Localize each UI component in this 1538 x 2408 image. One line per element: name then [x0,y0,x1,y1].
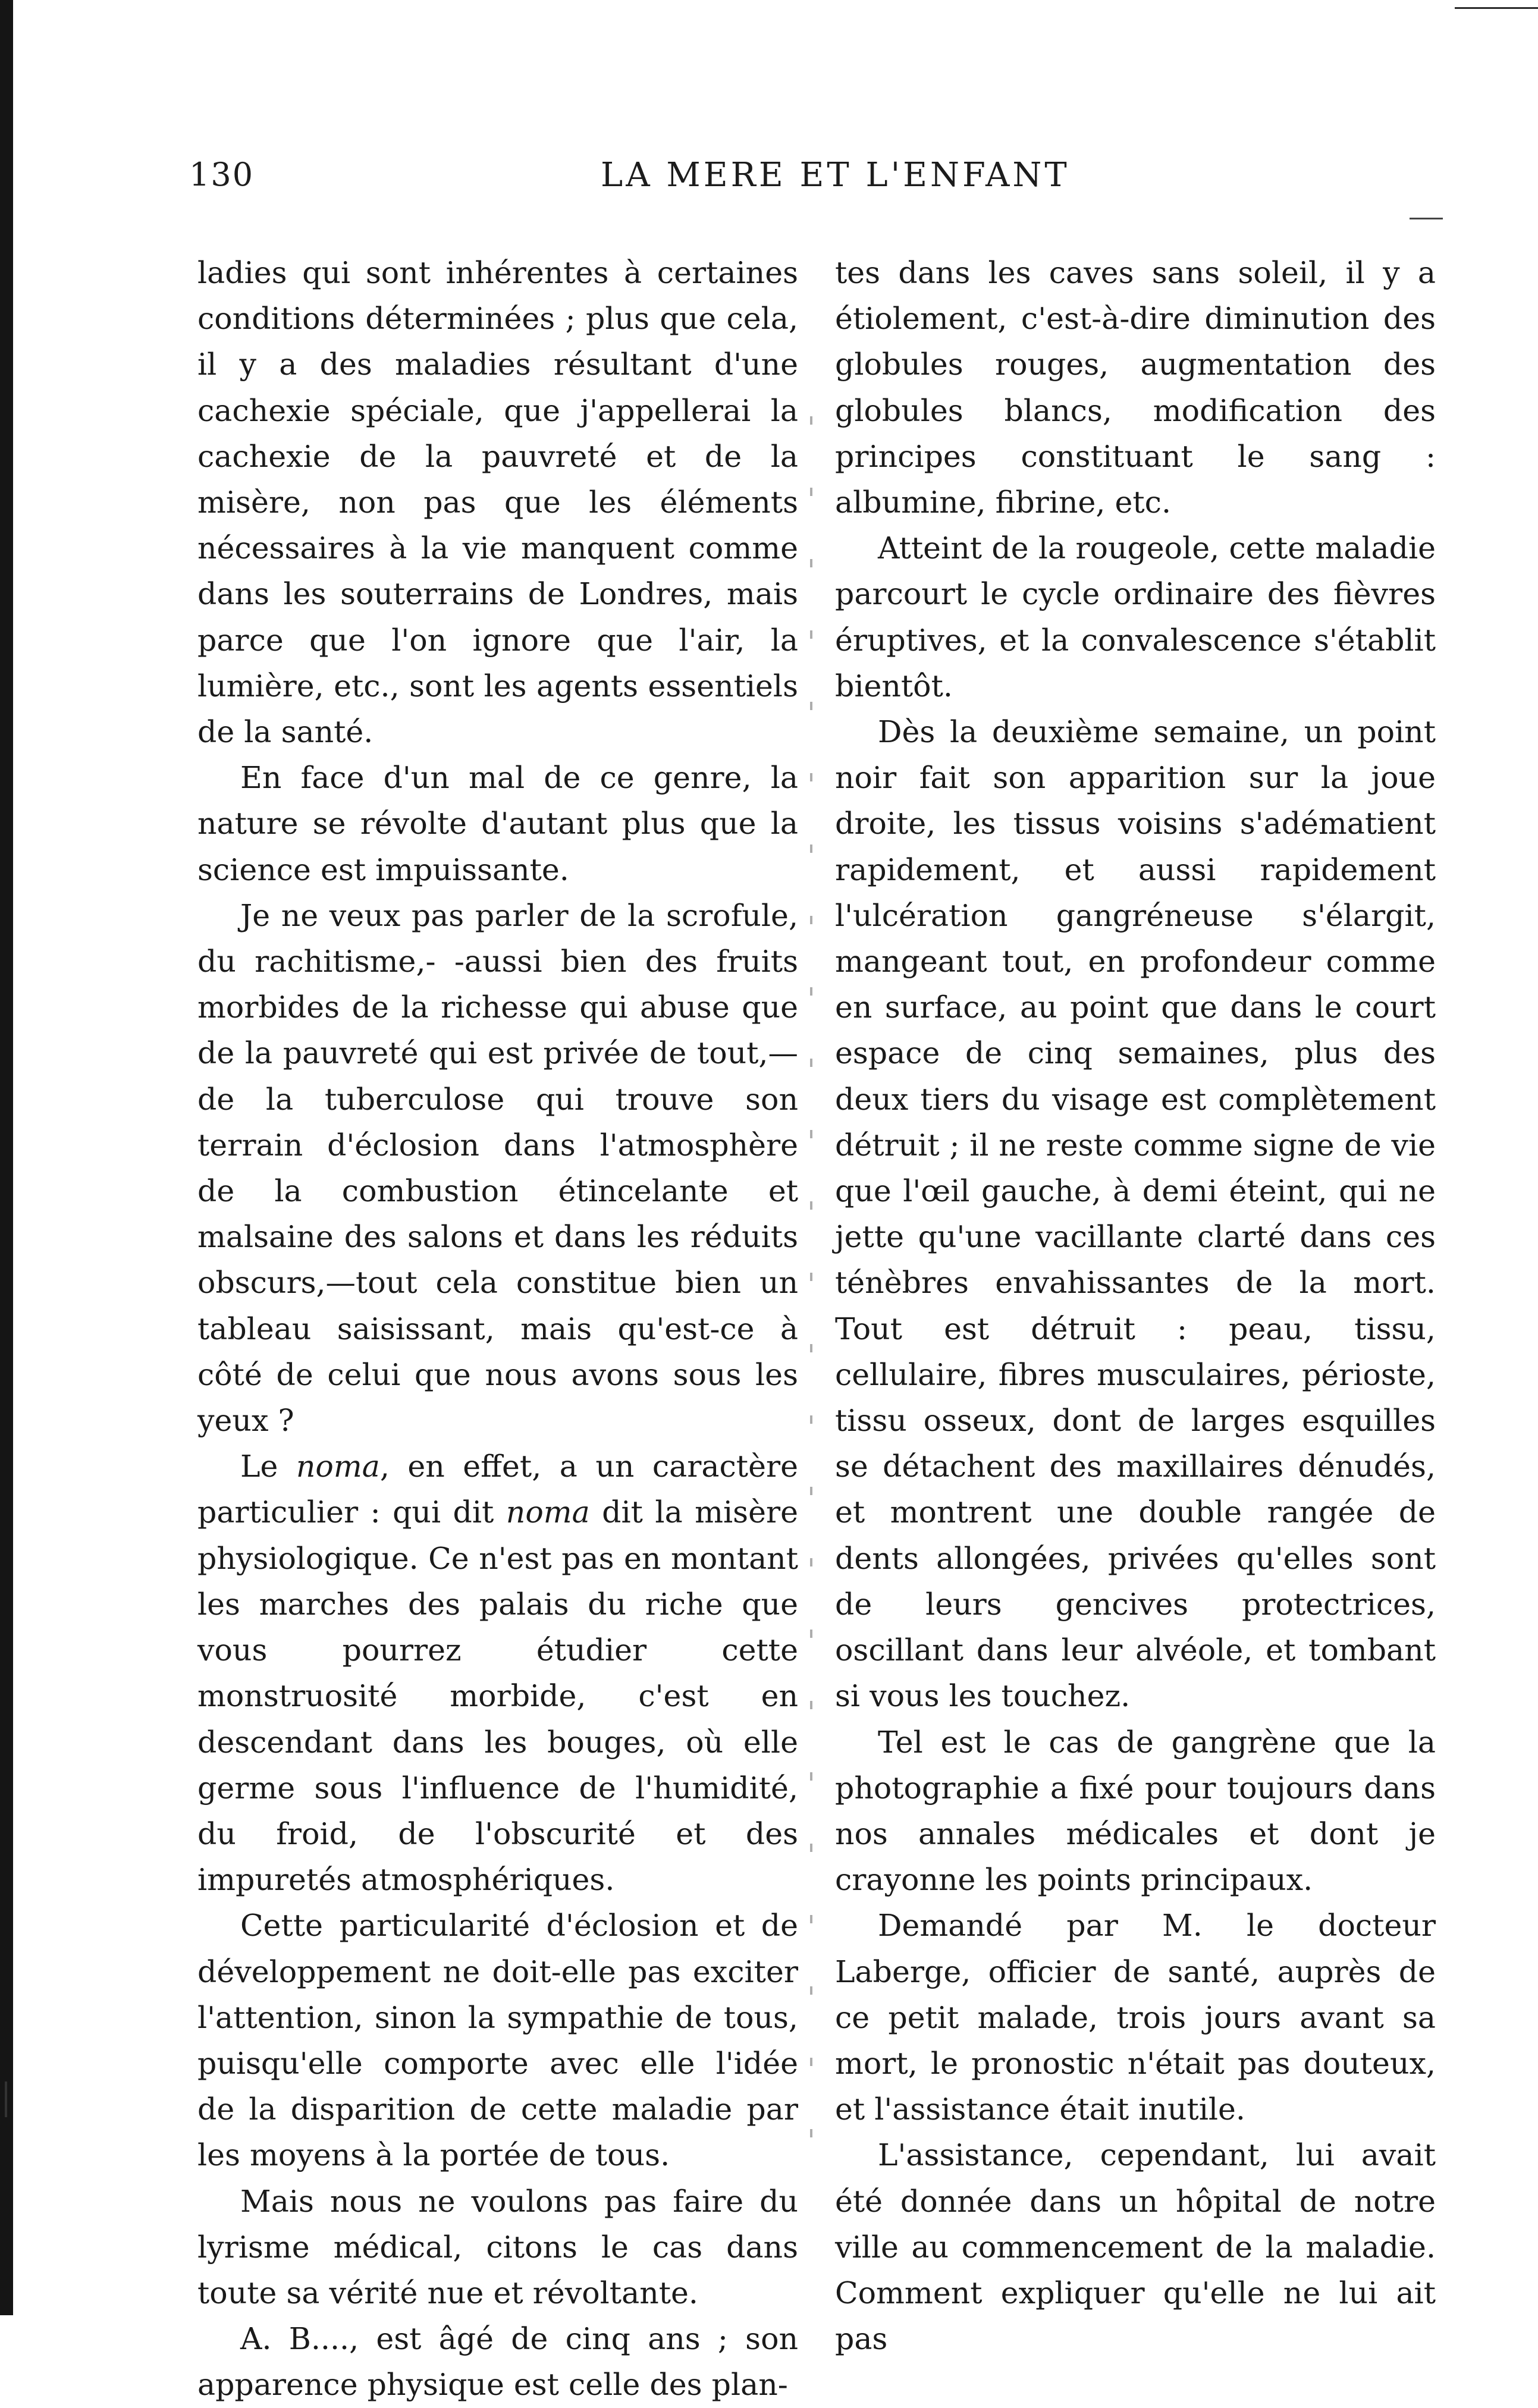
text-run: Le [240,1449,296,1484]
italic-term: noma [506,1495,590,1530]
paragraph: A. B...., est âgé de cinq ans ; son apparence physique est celle des plan- [197,2321,798,2403]
scan-artifact-tick [5,2082,7,2117]
header-rule [1410,218,1443,219]
paragraph: tes dans les caves sans soleil, il y a étiolement, c'est-à-dire diminution des globules rouges, augmentation des globules blancs, modification des principes constituant le sang : albumine, fibrine, etc. [835,255,1436,520]
right-column [835,250,1436,2362]
running-title: LA MERE ET L'ENFANT [601,156,1070,194]
paragraph: ladies qui sont inhérentes à certaines conditions déterminées ; plus que cela, il y a des maladies résultant d'une cachexie spéciale, que j'appellerai la cachexie de la pauvreté et de la misère, non pas que les éléments nécessaires à la vie manquent comme dans les souterrains de Londres, mais parce que l'on ignore que l'air, la lumière, etc., sont les agents essentiels de la santé. [197,255,798,750]
paragraph: Je ne veux pas parler de la scrofule, du rachitisme,- -aussi bien des fruits morbides de la richesse qui abuse que de la pauvreté qui est privée de tout,— de la tuberculose qui trouve son terrain d'éclosion dans l'atmosphère de la combustion étincelante et malsaine des salons et dans les réduits obscurs,—tout cela constitue bien un tableau saisissant, mais qu'est-ce à côté de celui que nous avons sous les yeux ? [197,897,798,1439]
left-column [197,250,798,2408]
text-run: , en effet, a un caractère particulier : qui dit [197,1449,798,1530]
scan-artifact-line [1455,7,1538,9]
paragraph: Atteint de la rougeole, cette maladie parcourt le cycle ordinaire des fièvres éruptives, et la convalescence s'établit bientôt. [835,530,1436,704]
page-number: 130 [189,156,255,193]
paragraph: Dès la deuxième semaine, un point noir fait son apparition sur la joue droite, les tissus voisins s'adématient rapidement, et aussi rapidement l'ulcération gangréneuse s'élargit, mangeant tout, en profondeur comme en surface, au point que dans le court espace de cinq semaines, plus des deux tiers du visage est complètement détruit ; il ne reste comme signe de vie que l'œil gauche, à demi éteint, qui ne jette qu'une vacillante clarté dans ces ténèbres envahissantes de la mort. Tout est détruit : peau, tissu, cellulaire, fibres musculaires, périoste, tissu osseux, dont de larges esquilles se détachent des maxillaires dénudés, et montrent une double rangée de dents allongées, privées qu'elles sont de leurs gencives protectrices, oscillant dans leur alvéole, et tombant si vous les touchez. [835,714,1436,1714]
paragraph: Tel est le cas de gangrène que la photographie a fixé pour toujours dans nos annales médicales et dont je crayonne les points principaux. [835,1724,1436,1898]
gutter-marks [810,416,812,2189]
paragraph: En face d'un mal de ce genre, la nature se révolte d'autant plus que la science est impuissante. [197,760,798,887]
paragraph: Cette particularité d'éclosion et de développement ne doit-elle pas exciter l'attention, sinon la sympathie de tous, puisqu'elle comporte avec elle l'idée de la disparition de cette maladie par les moyens à la portée de tous. [197,1908,798,2173]
paragraph: L'assistance, cependant, lui avait été donnée dans un hôpital de notre ville au commencement de la maladie. Comment expliquer qu'elle ne lui ait pas [835,2137,1436,2357]
paragraph: Mais nous ne voulons pas faire du lyrisme médical, citons le cas dans toute sa vérité nue et révoltante. [197,2183,798,2310]
paragraph: Demandé par M. le docteur Laberge, officier de santé, auprès de ce petit malade, trois jours avant sa mort, le pronostic n'était pas douteux, et l'assistance était inutile. [835,1908,1436,2127]
paragraph-noma [197,1443,798,1902]
italic-term: noma [296,1449,380,1484]
text-run: dit la misère physiologique. Ce n'est pas en montant les marches des palais du riche que vous pourrez étudier cette monstruosité morbide, c'est en descendant dans les bouges, où elle germe sous l'influence de l'humidité, du froid, de l'obscurité et des impuretés atmosphériques. [197,1495,798,1898]
binding-edge [0,0,13,2315]
